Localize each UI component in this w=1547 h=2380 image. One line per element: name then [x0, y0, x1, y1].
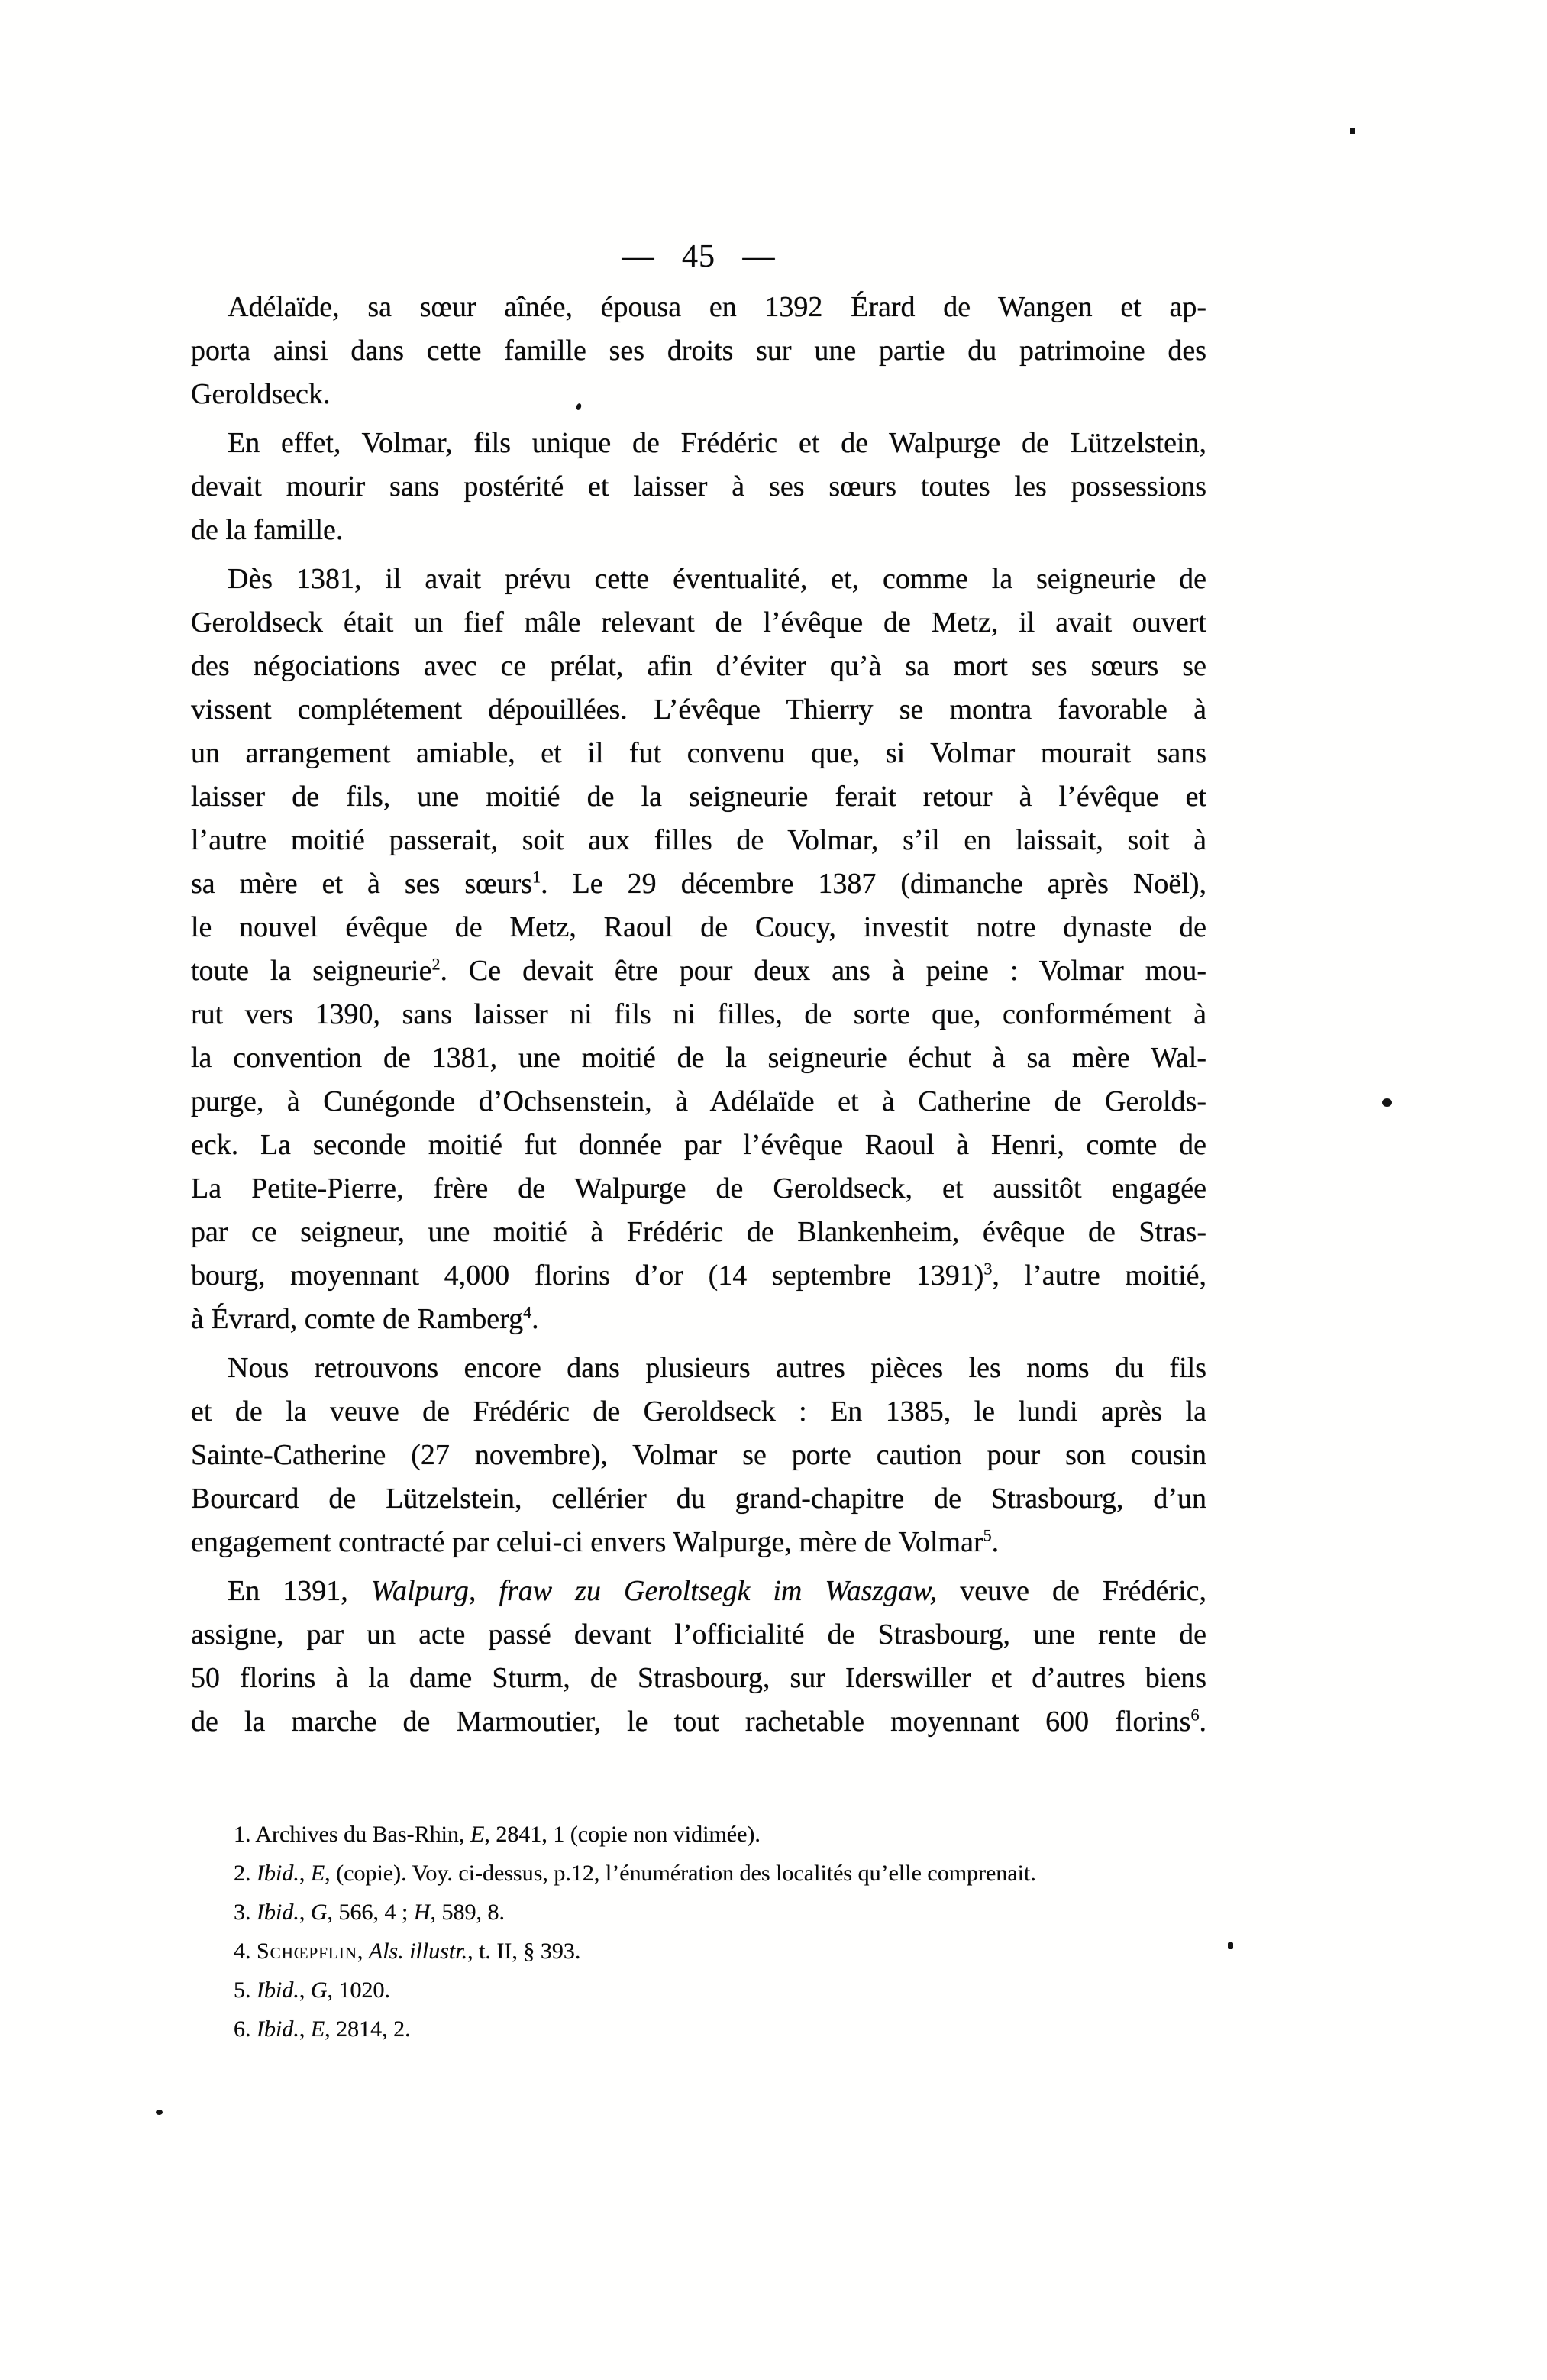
- text-line: des négociations avec ce prélat, afin d’éviter qu’à sa mort ses sœurs se: [191, 650, 1206, 682]
- paragraph: [191, 1570, 1206, 1744]
- footnote-ref: 2: [431, 954, 441, 974]
- paragraph: [191, 1347, 1206, 1564]
- text-line: 50 florins à la dame Sturm, de Strasbourg, sur Iderswiller et d’autres biens: [191, 1662, 1206, 1694]
- footnote-ref: 1: [532, 867, 541, 887]
- footnote-line: 3. Ibid., G, 566, 4 ; H, 589, 8.: [234, 1900, 505, 1925]
- paragraph: [191, 286, 1206, 416]
- text-line: Sainte-Catherine (27 novembre), Volmar se porte caution pour son cousin: [191, 1439, 1206, 1471]
- text-line: porta ainsi dans cette famille ses droits sur une partie du patrimoine des: [191, 335, 1206, 367]
- text-line: de la marche de Marmoutier, le tout rachetable moyennant 600 florins$^6$.: [191, 1705, 1206, 1738]
- scan-speck: [156, 2110, 163, 2115]
- page-number: — 45 —: [622, 239, 776, 274]
- text-line: En 1391, Walpurg, fraw zu Geroltsegk im Waszgaw, veuve de Frédéric,: [228, 1575, 1206, 1607]
- footnote-ref: 4: [523, 1302, 532, 1322]
- paragraph: [191, 558, 1206, 1341]
- footnote-line: 1. Archives du Bas-Rhin, E, 2841, 1 (copie non vidimée).: [234, 1822, 761, 1847]
- text-line: laisser de fils, une moitié de la seigneurie ferait retour à l’évêque et: [191, 781, 1206, 813]
- text-line: à Évrard, comte de Ramberg$^4$.: [191, 1302, 539, 1335]
- text-line: Geroldseck était un fief mâle relevant de l’évêque de Metz, il avait ouvert: [191, 606, 1206, 639]
- text-line: bourg, moyennant 4,000 florins d’or (14 septembre 1391)$^3$, l’autre moitié,: [191, 1259, 1206, 1292]
- text-line: un arrangement amiable, et il fut convenu que, si Volmar mourait sans: [191, 737, 1206, 769]
- text-line: Dès 1381, il avait prévu cette éventualité, et, comme la seigneurie de: [228, 563, 1206, 595]
- text-line: l’autre moitié passerait, soit aux filles de Volmar, s’il en laissait, soit à: [191, 824, 1206, 856]
- text-line: Bourcard de Lützelstein, cellérier du grand-chapitre de Strasbourg, d’un: [191, 1483, 1206, 1515]
- text-line: et de la veuve de Frédéric de Geroldseck : En 1385, le lundi après la: [191, 1395, 1206, 1428]
- text-line: par ce seigneur, une moitié à Frédéric de Blankenheim, évêque de Stras-: [191, 1216, 1206, 1248]
- text-line: engagement contracté par celui-ci envers Walpurge, mère de Volmar$^5$.: [191, 1525, 1000, 1558]
- text-line: purge, à Cunégonde d’Ochsenstein, à Adélaïde et à Catherine de Gerolds-: [191, 1085, 1206, 1117]
- text-line: toute la seigneurie$^2$. Ce devait être pour deux ans à peine : Volmar mou-: [191, 954, 1207, 987]
- text-line: la convention de 1381, une moitié de la seigneurie échut à sa mère Wal-: [191, 1042, 1206, 1074]
- text-line: devait mourir sans postérité et laisser à ses sœurs toutes les possessions: [191, 471, 1206, 503]
- text-line: rut vers 1390, sans laisser ni fils ni filles, de sorte que, conformément à: [191, 998, 1206, 1030]
- footnotes: [191, 1815, 1260, 2049]
- text-line: La Petite-Pierre, frère de Walpurge de Geroldseck, et aussitôt engagée: [191, 1172, 1206, 1205]
- text-line: de la famille.: [191, 514, 344, 546]
- footnote-line: 2. Ibid., E, (copie). Voy. ci-dessus, p.12, l’énumération des localités qu’elle comprenait.: [234, 1861, 1036, 1886]
- scan-speck: [1350, 128, 1355, 134]
- text-line: Nous retrouvons encore dans plusieurs autres pièces les noms du fils: [228, 1352, 1206, 1384]
- text-line: assigne, par un acte passé devant l’officialité de Strasbourg, une rente de: [191, 1618, 1206, 1651]
- footnote-ref: 5: [983, 1525, 992, 1545]
- footnote-line: 5. Ibid., G, 1020.: [234, 1977, 390, 2003]
- body-text: [191, 286, 1206, 1744]
- text-line: sa mère et à ses sœurs$^1$. Le 29 décembre 1387 (dimanche après Noël),: [191, 867, 1206, 900]
- text-line: eck. La seconde moitié fut donnée par l’évêque Raoul à Henri, comte de: [191, 1129, 1206, 1161]
- text-line: Adélaïde, sa sœur aînée, épousa en 1392 Érard de Wangen et ap-: [228, 291, 1206, 323]
- scan-speck: [1382, 1098, 1392, 1107]
- scan-speck: [1228, 1942, 1233, 1949]
- text-line: le nouvel évêque de Metz, Raoul de Coucy, investit notre dynaste de: [191, 911, 1206, 943]
- text-line: En effet, Volmar, fils unique de Frédéric et de Walpurge de Lützelstein,: [228, 427, 1206, 459]
- footnote-ref: 6: [1190, 1705, 1200, 1725]
- footnote-ref: 3: [983, 1259, 993, 1279]
- text-line: Geroldseck.: [191, 378, 331, 410]
- footnote-line: 6. Ibid., E, 2814, 2.: [234, 2016, 411, 2042]
- paragraph: [191, 422, 1206, 552]
- text-line: vissent complétement dépouillées. L’évêque Thierry se montra favorable à: [191, 694, 1206, 726]
- footnote-line: 4. Schœpflin, Als. illustr., t. II, § 393.: [234, 1939, 581, 1964]
